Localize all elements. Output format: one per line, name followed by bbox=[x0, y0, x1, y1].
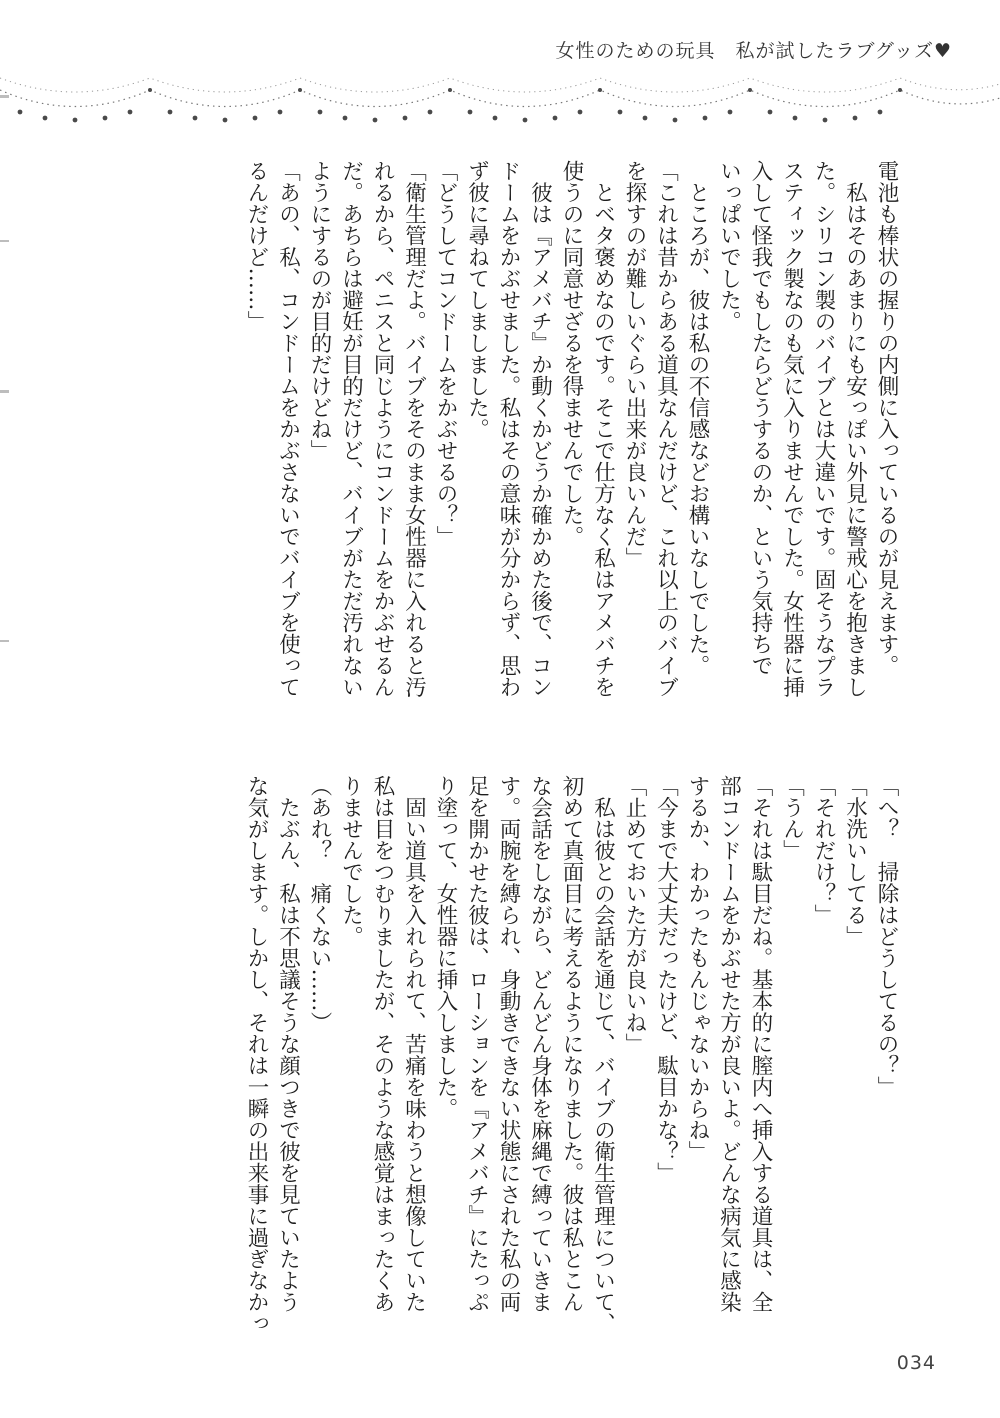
text-line: （あれ？ 痛くない……） bbox=[307, 775, 332, 1033]
body-text-top-section bbox=[112, 160, 902, 720]
text-line: 固い道具を入れられて、苦痛を味わうと想像していた bbox=[401, 775, 427, 1313]
text-line: 電池も棒状の握りの内側に入っているのが見えます。 bbox=[874, 160, 899, 676]
text-line: 「衛生管理だよ。バイブをそのまま女性器に入れると汚 bbox=[401, 160, 427, 698]
text-line: 使うのに同意せざるを得ませんでした。 bbox=[559, 160, 584, 547]
text-line: 部コンドームをかぶせた方が良いよ。どんな病気に感染 bbox=[716, 775, 742, 1313]
text-line: だ。あちらは避妊が目的だけど、バイブがただ汚れない bbox=[338, 160, 364, 698]
text-line: たぶん、私は不思議そうな顔つきで彼を見ていたよう bbox=[275, 775, 301, 1313]
text-line: りませんでした。 bbox=[338, 775, 364, 947]
text-line: 足を開かせた彼は、ローションを『アメバチ』にたっぷ bbox=[464, 775, 490, 1313]
text-line: 「水洗いしてる」 bbox=[842, 775, 868, 947]
text-line: な会話をしながら、どんどん身体を麻縄で縛っていきま bbox=[527, 775, 553, 1313]
text-line: 「今まで大丈夫だったけど、駄目かな？」 bbox=[653, 775, 679, 1184]
text-line: ようにするのが目的だけどね」 bbox=[307, 160, 332, 461]
text-line: 初めて真面目に考えるようになりました。彼は私とこん bbox=[559, 775, 584, 1313]
page-edge-marks bbox=[0, 0, 14, 1418]
text-line: 「うん」 bbox=[779, 775, 805, 861]
text-line: 「あの、私、コンドームをかぶさないでバイブを使って bbox=[275, 160, 301, 698]
text-line: ドームをかぶせました。私はその意味が分からず、思わ bbox=[496, 160, 521, 698]
text-line: 私は彼との会話を通じて、バイブの衛生管理について、 bbox=[590, 775, 616, 1334]
text-line: 「これは昔からある道具なんだけど、これ以上のバイブ bbox=[653, 160, 679, 698]
text-line: 「へ？ 掃除はどうしてるの？」 bbox=[874, 775, 899, 1098]
text-line: 「それは駄目だね。基本的に膣内へ挿入する道具は、全 bbox=[748, 775, 773, 1313]
text-line: な気がします。しかし、それは一瞬の出来事に過ぎなかっ bbox=[244, 775, 269, 1334]
text-line: り塗って、女性器に挿入しました。 bbox=[433, 775, 458, 1119]
text-line: ず彼に尋ねてしましました。 bbox=[464, 160, 490, 440]
text-line: を探すのが難しいぐらい出来が良いんだ」 bbox=[622, 160, 647, 569]
text-line: いっぱいでした。 bbox=[716, 160, 742, 332]
text-line: 入して怪我でもしたらどうするのか、という気持ちで bbox=[748, 160, 773, 676]
text-line: 私は目をつむりましたが、そのような感覚はまったくあ bbox=[370, 775, 395, 1313]
text-line: スティック製なのも気に入りませんでした。女性器に挿 bbox=[779, 160, 805, 698]
text-line: 彼は『アメバチ』か動くかどうか確かめた後で、コン bbox=[527, 160, 553, 698]
decorative-light-garland bbox=[0, 68, 1000, 138]
text-line: 「それだけ？」 bbox=[811, 775, 836, 926]
running-header-title: 女性のための玩具 私が試したラブグッズ♥ bbox=[555, 40, 952, 62]
text-line: 「どうしてコンドームをかぶせるの？」 bbox=[433, 160, 458, 547]
text-line: とベタ褒めなのです。そこで仕方なく私はアメバチを bbox=[590, 160, 616, 698]
text-line: た。シリコン製のバイブとは大違いです。固そうなプラ bbox=[811, 160, 836, 698]
page-number: 034 bbox=[896, 1352, 936, 1374]
text-line: れるから、ペニスと同じようにコンドームをかぶせるん bbox=[370, 160, 395, 698]
text-line: す。両腕を縛られ、身動きできない状態にされた私の両 bbox=[496, 775, 521, 1313]
text-line: 私はそのあまりにも安っぽい外見に警戒心を抱きまし bbox=[842, 160, 868, 698]
text-line: 「止めておいた方が良いね」 bbox=[622, 775, 647, 1055]
body-text-bottom-section bbox=[112, 775, 902, 1335]
text-line: ところが、彼は私の不信感などお構いなしでした。 bbox=[685, 160, 710, 676]
text-line: するか、わかったもんじゃないからね」 bbox=[685, 775, 710, 1162]
text-line: るんだけど……」 bbox=[244, 160, 269, 332]
